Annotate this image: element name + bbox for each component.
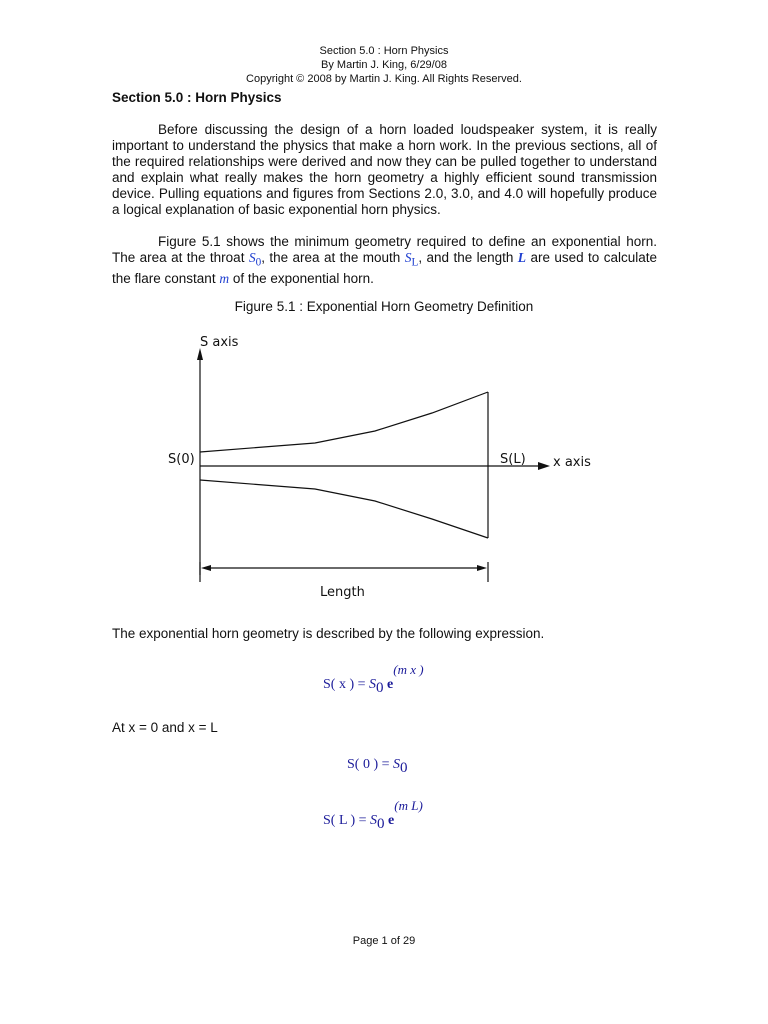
symbol-s0-base: S [248,250,256,265]
eq1-sup: (m x ) [393,662,424,677]
horn-lower-profile [200,480,488,538]
p2-text-1: Figure 5.1 shows the minimum geometry required to define an exponential horn. The area at the throat [112,234,657,265]
header-copyright-line: Copyright © 2008 by Martin J. King. All Rights Reserved. [246,73,522,85]
x-axis-label: x axis [553,455,591,470]
symbol-sl [404,250,419,269]
x-axis-arrow [538,462,550,470]
symbol-m: m [219,270,230,286]
eq1-lhs: S( x ) = [323,677,370,692]
p2-text-5: of the exponential horn. [229,270,374,286]
eq2-sub: 0 [400,760,408,776]
mouth-label: S(L) [500,452,526,467]
length-label: Length [320,585,365,600]
throat-label: S(0) [168,452,195,467]
horn-upper-profile [200,392,488,452]
figure-caption: Figure 5.1 : Exponential Horn Geometry Definition [234,299,534,314]
equation-mouth-area [323,798,423,832]
eq1-sub: 0 [376,680,384,696]
symbol-sl-base: S [404,250,412,265]
header-section-line: Section 5.0 : Horn Physics [319,45,449,57]
eq3-s: S [370,813,378,828]
intro-paragraph: Before discussing the design of a horn loaded loudspeaker system, it is really important to understand the physics that make a horn work. In the previous sections, all of the required relationships were derived and now they can be pulled together to understand and explain what really makes the horn geometry a highly efficient sound transmission device. Pulling equations and figures from Sections 2.0, 3.0, and 4.0 will hopefully produce a logical explanation of basic exponential horn physics. [112,122,657,217]
symbol-l: L [517,250,527,265]
p2-text-2: , the area at the mouth [261,250,405,265]
s-axis-label: S axis [200,335,239,350]
length-arrow-right [477,565,487,571]
equation-exponential-horn [323,662,424,696]
eq3-lhs: S( L ) = [323,813,371,828]
equation-throat-area [347,756,408,776]
expression-intro-paragraph: The exponential horn geometry is described by the following expression. [112,626,545,641]
eq1-s: S [369,677,377,692]
figure-description-paragraph [112,234,657,287]
length-arrow-left [201,565,211,571]
symbol-s0-sub: 0 [255,256,262,269]
eq3-sup: (m L) [394,798,423,813]
symbol-s0 [248,250,262,269]
p2-text-4: are used to calculate the flare constant [112,250,657,286]
header-author-line: By Martin J. King, 6/29/08 [321,59,447,71]
eq3-e: e [388,813,395,828]
page-footer: Page 1 of 29 [352,935,416,947]
eq1-e: e [387,677,394,692]
eq2-s: S [393,757,401,772]
p2-text-3: , and the length [418,250,518,265]
horn-geometry-figure [150,330,610,610]
section-title: Section 5.0 : Horn Physics [112,90,282,105]
eq3-sub: 0 [377,816,385,832]
symbol-sl-sub: L [411,256,419,269]
boundary-conditions-paragraph: At x = 0 and x = L [112,720,218,735]
eq2-lhs: S( 0 ) = [347,757,394,772]
